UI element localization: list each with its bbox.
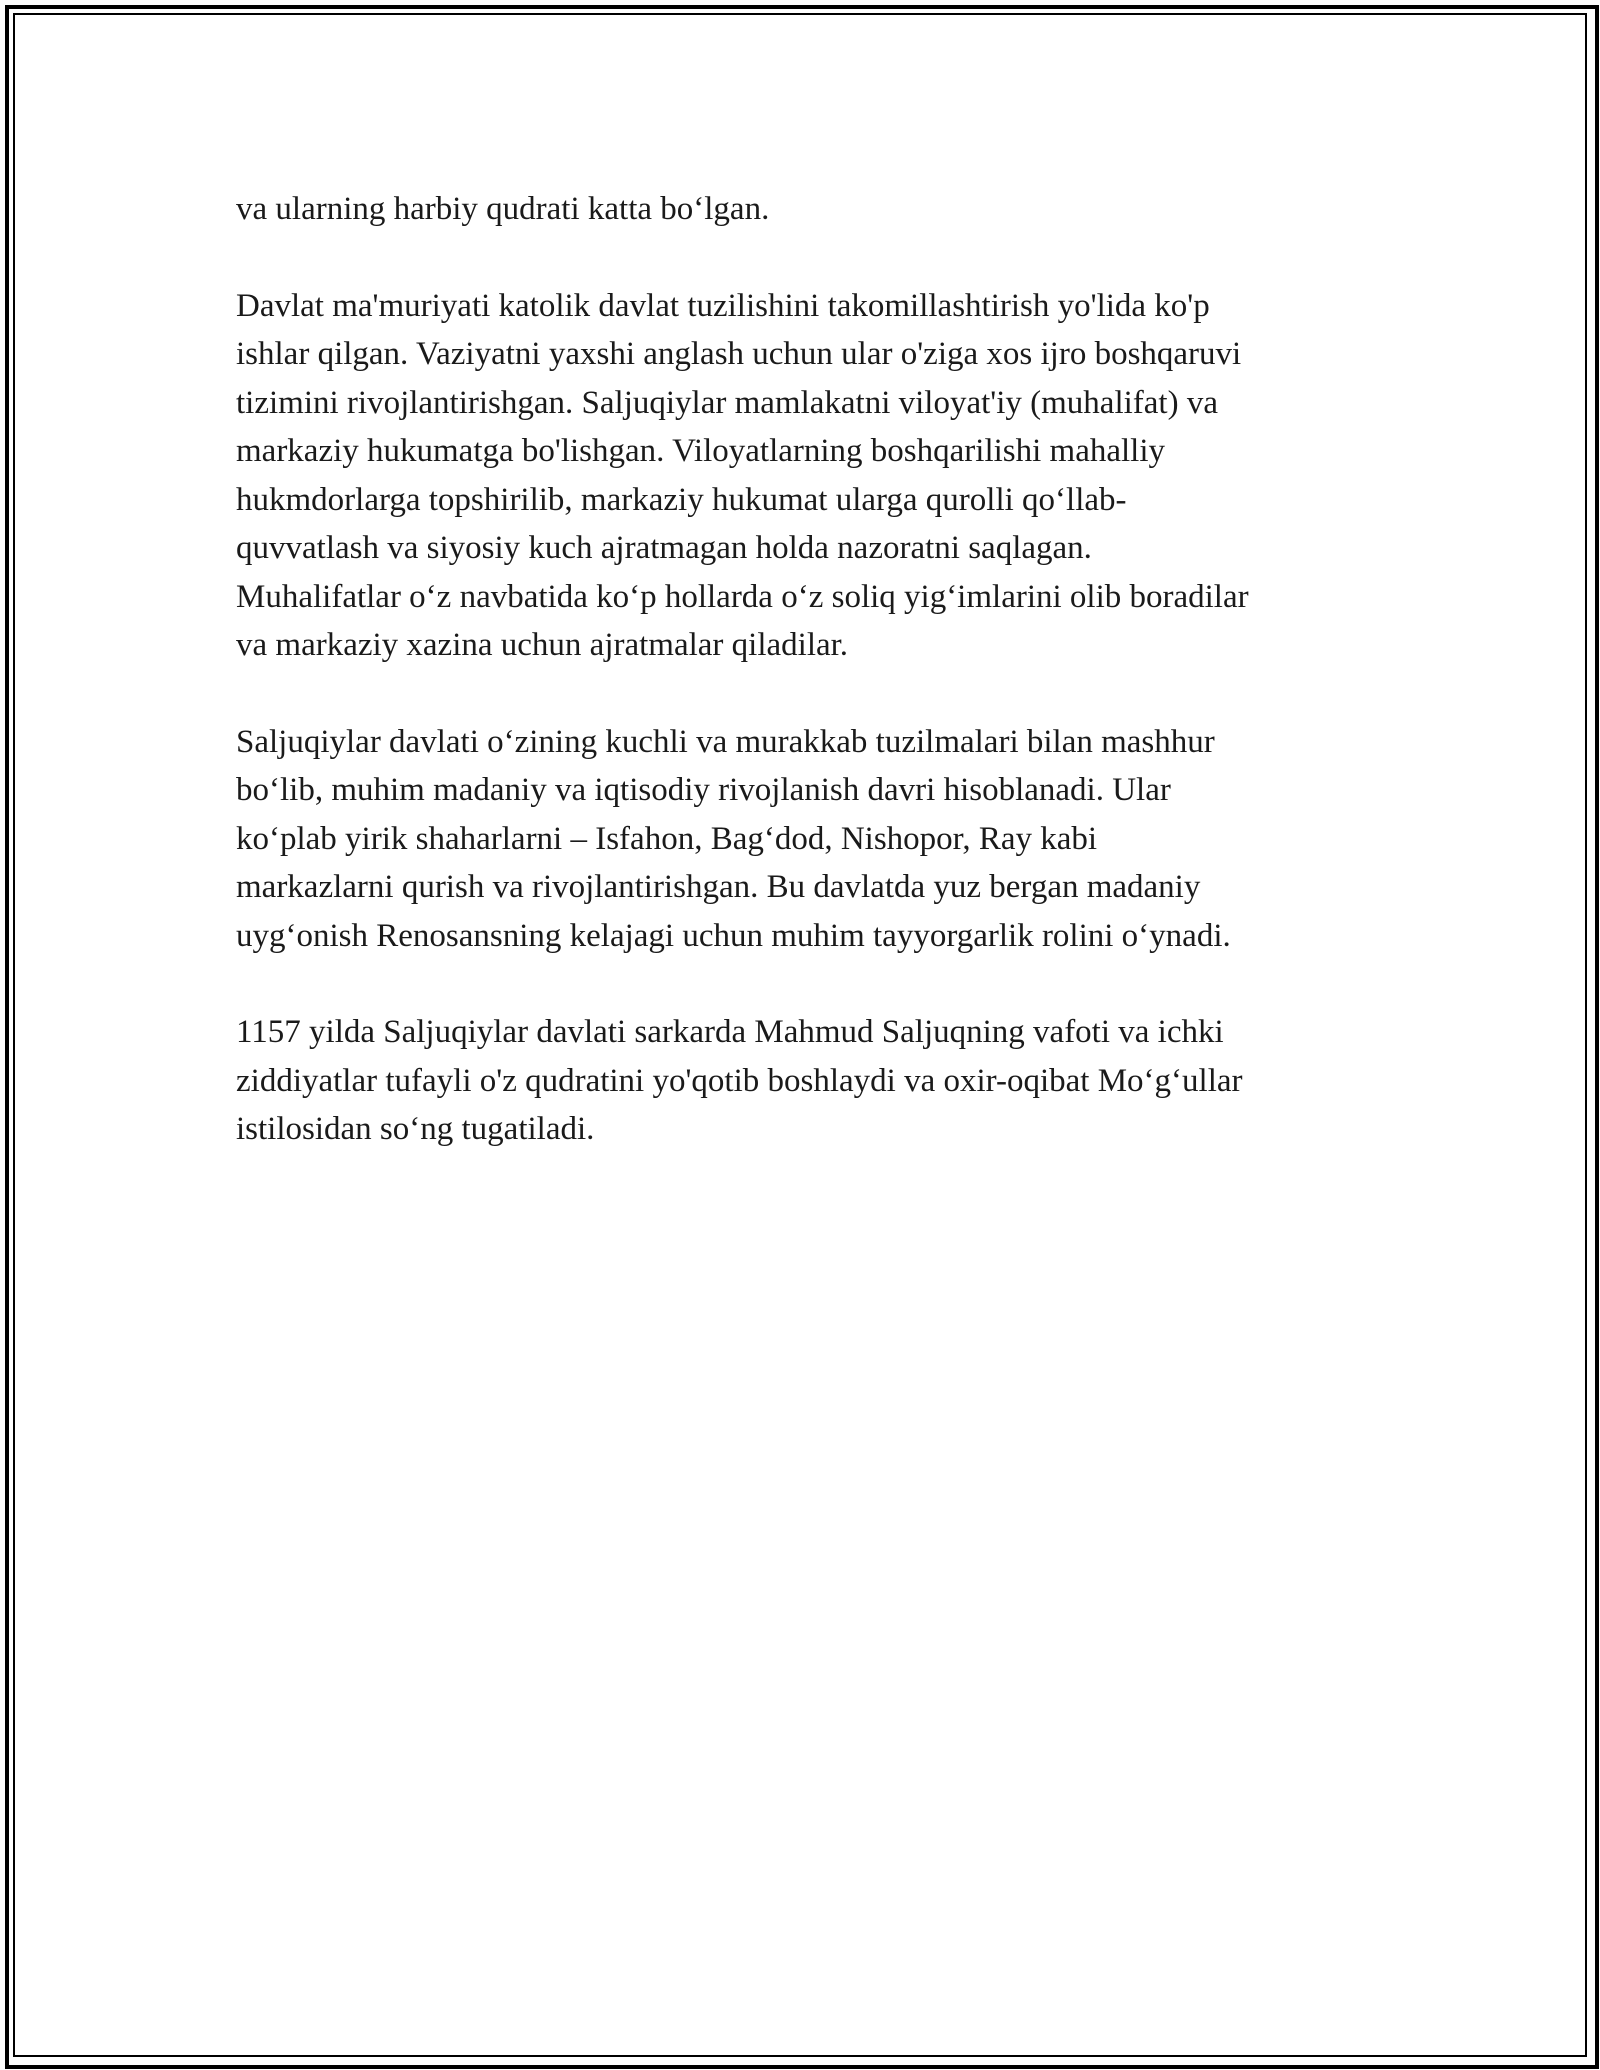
paragraph-4 [236, 1008, 1366, 1154]
text-line: Muhalifatlar o‘z navbatida ko‘p hollarda o‘z soliq yig‘imlarini olib boradilar [236, 578, 1249, 615]
text-line: va markaziy xazina uchun ajratmalar qiladilar. [236, 627, 849, 663]
text-line: Saljuqiylar davlati o‘zining kuchli va murakkab tuzilmalari bilan mashhur [236, 723, 1215, 760]
text-line: istilosidan so‘ng tugatiladi. [236, 1111, 595, 1147]
text-line: ishlar qilgan. Vaziyatni yaxshi anglash uchun ular o'ziga xos ijro boshqaruvi [236, 336, 1242, 372]
text-line: ko‘plab yirik shaharlarni – Isfahon, Bag‘dod, Nishopor, Ray kabi [236, 820, 1098, 857]
paragraph-2 [236, 282, 1366, 670]
text-line: uyg‘onish Renosansning kelajagi uchun muhim tayyorgarlik rolini o‘ynadi. [236, 917, 1231, 954]
paragraph-3 [236, 718, 1366, 961]
text-line: Davlat ma'muriyati katolik davlat tuzilishini takomillashtirish yo'lida ko'p [236, 287, 1210, 324]
paragraph-1 [236, 185, 1366, 234]
text-line: markazlarni qurish va rivojlantirishgan. Bu davlatda yuz bergan madaniy [236, 869, 1201, 905]
text-line: markaziy hukumatga bo'lishgan. Viloyatlarning boshqarilishi mahalliy [236, 433, 1166, 469]
text-line: va ularning harbiy qudrati katta bo‘lgan. [236, 191, 770, 227]
text-line: hukmdorlarga topshirilib, markaziy hukumat ularga qurolli qo‘llab- [236, 481, 1127, 518]
text-line: 1157 yilda Saljuqiylar davlati sarkarda Mahmud Saljuqning vafoti va ichki [236, 1014, 1224, 1050]
text-line: ziddiyatlar tufayli o'z qudratini yo'qotib boshlaydi va oxir-oqibat Mo‘g‘ullar [236, 1062, 1243, 1099]
text-line: quvvatlash va siyosiy kuch ajratmagan holda nazoratni saqlagan. [236, 530, 1092, 566]
text-line: bo‘lib, muhim madaniy va iqtisodiy rivojlanish davri hisoblanadi. Ular [236, 772, 1171, 808]
document-body [236, 185, 1366, 1202]
text-line: tizimini rivojlantirishgan. Saljuqiylar mamlakatni viloyat'iy (muhalifat) va [236, 384, 1218, 421]
